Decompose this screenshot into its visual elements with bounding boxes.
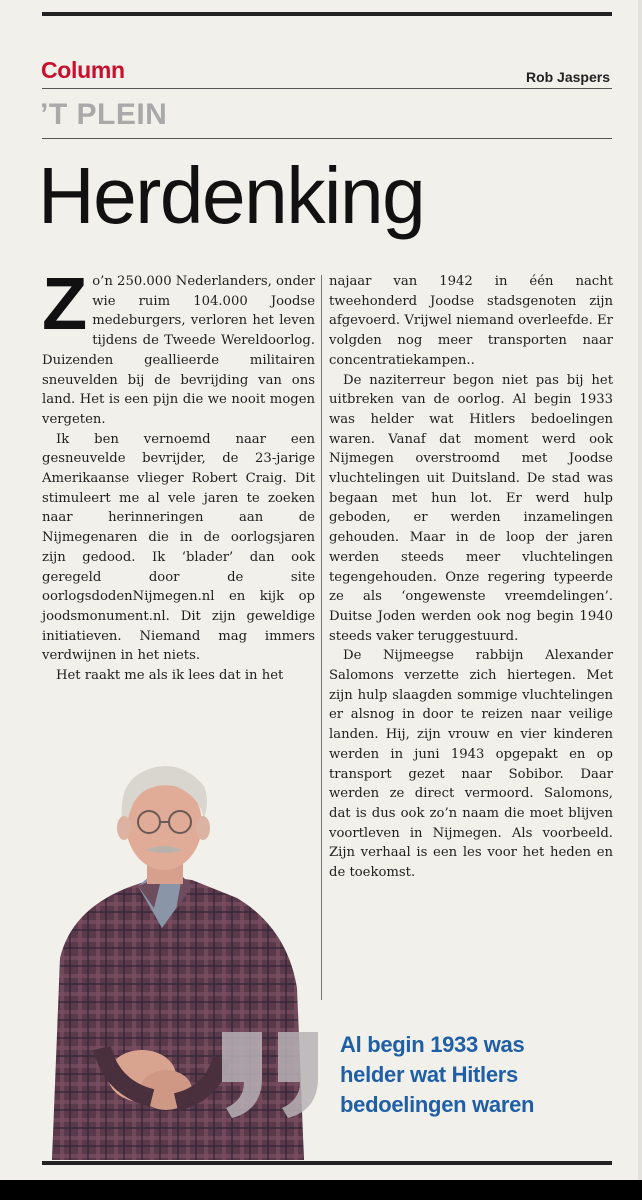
section-divider xyxy=(42,138,612,139)
column-kicker: Column xyxy=(41,57,125,83)
quote-mark-icon xyxy=(218,1030,328,1120)
section-name: ’T PLEIN xyxy=(40,98,168,131)
column-divider xyxy=(321,275,322,1000)
bottom-rule xyxy=(42,1161,612,1165)
article-column-2 xyxy=(329,272,613,883)
pull-quote-line: bedoelingen waren xyxy=(340,1092,535,1117)
drop-cap: Z xyxy=(42,262,88,345)
paragraph: najaar van 1942 in één nacht tweehonderd Joodse stadsgenoten zijn afgevoerd. Vrijwel niemand overleefde. Er volgden nog meer transporten naar concentratiekampen.. xyxy=(329,274,613,368)
paragraph: Het raakt me als ik lees dat in het xyxy=(56,668,284,684)
page-edge xyxy=(638,0,642,1200)
author-byline: Rob Jaspers xyxy=(525,69,610,85)
paragraph: Ik ben vernoemd naar een gesneuvelde bevrijder, de 23-jarige Amerikaanse vlieger Robert Craig. Dit stimuleert me al vele jaren te zoeken naar herinneringen aan de Nijmegenaren die in de oorlogsjaren zijn gedood. Ik ‘blader’ dan ook geregeld door de site oorlogsdodenNijmegen.nl en kijk op joodsmonument.nl. Dit zijn geweldige initiatieven. Niemand mag immers verdwijnen in het niets. xyxy=(42,431,315,664)
pull-quote xyxy=(340,1030,610,1120)
article-title: Herdenking xyxy=(38,151,425,240)
article-column-1 xyxy=(42,262,315,686)
pull-quote-line: Al begin 1933 was xyxy=(340,1032,525,1057)
header-divider xyxy=(42,88,612,89)
paragraph: Zo’n 250.000 Nederlanders, onder wie ruim 104.000 Joodse medeburgers, verloren het leven tijdens de Tweede Wereldoorlog. Duizenden geallieerde militairen sneuvelden bij de bevrijding van ons land. Het is een pijn die we nooit mogen vergeten. xyxy=(42,262,315,427)
screen-bottom-bar xyxy=(0,1180,642,1200)
pull-quote-line: helder wat Hitlers xyxy=(340,1062,518,1087)
top-rule xyxy=(42,12,612,16)
paragraph: De naziterreur begon niet pas bij het uitbreken van de oorlog. Al begin 1933 was helder wat Hitlers bedoelingen waren. Vanaf dat moment werd ook Nijmegen overstroomd met Joodse vluchtelingen uit Duitsland. De stad was begaan met hun lot. Er werd hulp geboden, er werden inzamelingen gehouden. Maar in de loop der jaren werden steeds meer vluchtelingen tegengehouden. Onze regering typeerde ze als ‘ongewenste vreemdelingen’. Duitse Joden werden ook nog begin 1940 steeds vaker teruggestuurd. xyxy=(329,372,613,644)
paragraph: De Nijmeegse rabbijn Alexander Salomons verzette zich hiertegen. Met zijn hulp slaagden sommige vluchtelingen er alsnog in door te reizen naar veilige landen. Hij, zijn vrouw en vier kinderen werden in juni 1943 opgepakt en op transport gezet naar Sobibor. Daar werden ze direct vermoord. Salomons, dat is dus ook zo’n naam die moet blijven voortleven in Nijmegen. Als voorbeeld. Zijn verhaal is een les voor het heden en de toekomst. xyxy=(329,648,613,881)
